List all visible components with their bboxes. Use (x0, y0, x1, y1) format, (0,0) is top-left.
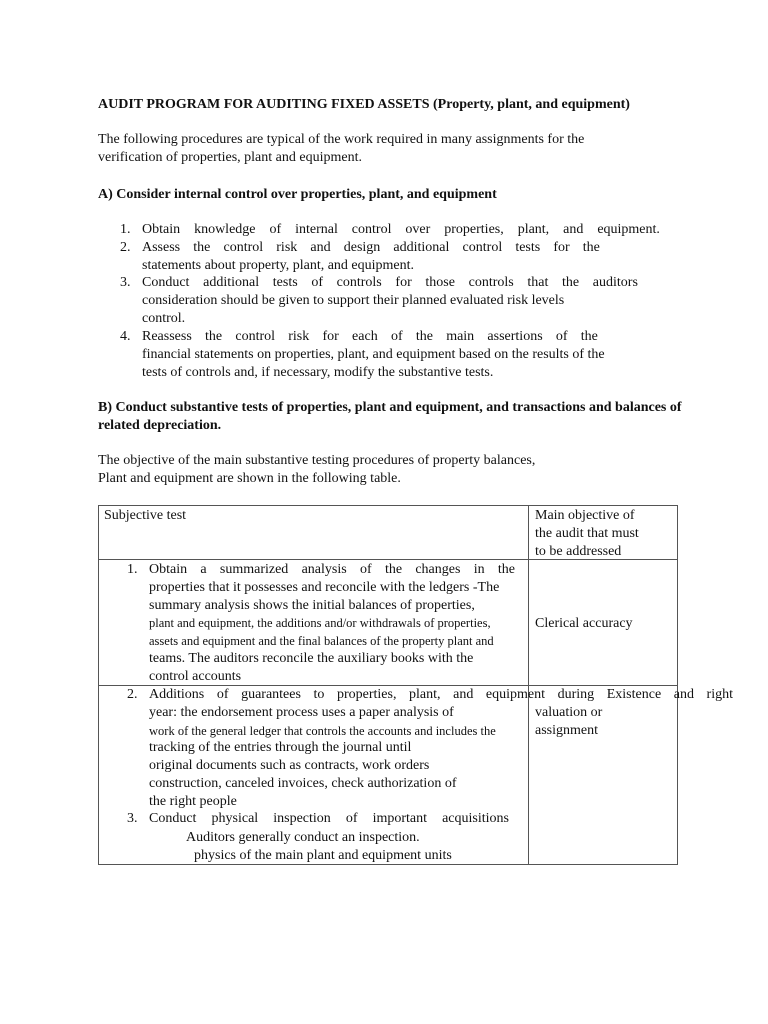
row2-line-3: work of the general ledger that controls the accounts and includes the (149, 724, 496, 738)
row1-line-2: properties that it possesses and reconcile with the ledgers -The (149, 580, 500, 595)
list-item-3-line-2: consideration should be given to support their planned evaluated risk levels (142, 293, 565, 308)
row2-objective-line-2: assignment (535, 723, 598, 738)
row1-line-4: plant and equipment, the additions and/or withdrawals of properties, (149, 616, 491, 630)
table-row-number: 2. (127, 687, 138, 702)
section-b-heading-line-1: B) Conduct substantive tests of properties, plant and equipment, and transactions and balances of (98, 400, 682, 415)
table-header-objective-line-1: Main objective of (535, 508, 635, 523)
list-number: 3. (120, 275, 131, 290)
table-header-subjective-test: Subjective test (104, 508, 187, 523)
row1-line-7: control accounts (149, 669, 242, 684)
section-b-intro-line-2: Plant and equipment are shown in the following table. (98, 471, 401, 486)
row2-line-6: construction, canceled invoices, check authorization of (149, 776, 457, 791)
row1-objective: Clerical accuracy (535, 616, 633, 631)
row2-line-4: tracking of the entries through the journal until (149, 740, 412, 755)
row2-bullet-line-2: physics of the main plant and equipment units (194, 848, 452, 863)
row2-item3-line: Conduct physical inspection of important acquisitions (149, 811, 509, 826)
list-number: 2. (120, 240, 131, 255)
section-b-intro-line-1: The objective of the main substantive testing procedures of property balances, (98, 453, 536, 468)
list-item-3-line-1: Conduct additional tests of controls for those controls that the auditors (142, 275, 638, 290)
row1-line-6: teams. The auditors reconcile the auxiliary books with the (149, 651, 474, 666)
list-item-4-line-1: Reassess the control risk for each of the main assertions of the (142, 329, 598, 344)
intro-line-1: The following procedures are typical of the work required in many assignments for the (98, 132, 585, 147)
row1-line-1: Obtain a summarized analysis of the changes in the (149, 562, 515, 577)
table-row-number: 3. (127, 811, 138, 826)
list-item-4-line-3: tests of controls and, if necessary, modify the substantive tests. (142, 365, 494, 380)
list-item-2-line-1: Assess the control risk and design additional control tests for the (142, 240, 600, 255)
row2-line-2: year: the endorsement process uses a paper analysis of (149, 705, 454, 720)
row2-bullet-line-1: Auditors generally conduct an inspection. (186, 830, 420, 845)
intro-line-2: verification of properties, plant and equipment. (98, 150, 362, 165)
row1-line-5: assets and equipment and the final balances of the property plant and (149, 634, 494, 648)
table-header-objective-line-3: to be addressed (535, 544, 622, 559)
row2-line-5: original documents such as contracts, work orders (149, 758, 430, 773)
section-b-heading-line-2: related depreciation. (98, 418, 222, 433)
list-item-3-line-3: control. (142, 311, 186, 326)
row1-line-3: summary analysis shows the initial balances of properties, (149, 598, 475, 613)
row2-line-1-overflow: Additions of guarantees to properties, plant, and equipment during Existence and right (149, 687, 733, 702)
list-item-4-line-2: financial statements on properties, plant, and equipment based on the results of the (142, 347, 605, 362)
table-header-objective-line-2: the audit that must (535, 526, 639, 541)
row2-objective-line-1: valuation or (535, 705, 603, 720)
list-item-2-line-2: statements about property, plant, and equipment. (142, 258, 415, 273)
section-a-heading: A) Consider internal control over properties, plant, and equipment (98, 187, 497, 202)
row2-line-7: the right people (149, 794, 237, 809)
document-title: AUDIT PROGRAM FOR AUDITING FIXED ASSETS (Property, plant, and equipment) (98, 97, 630, 112)
list-number: 1. (120, 222, 131, 237)
list-item-1-line: Obtain knowledge of internal control over properties, plant, and equipment. (142, 222, 660, 237)
list-number: 4. (120, 329, 131, 344)
table-row-number: 1. (127, 562, 138, 577)
